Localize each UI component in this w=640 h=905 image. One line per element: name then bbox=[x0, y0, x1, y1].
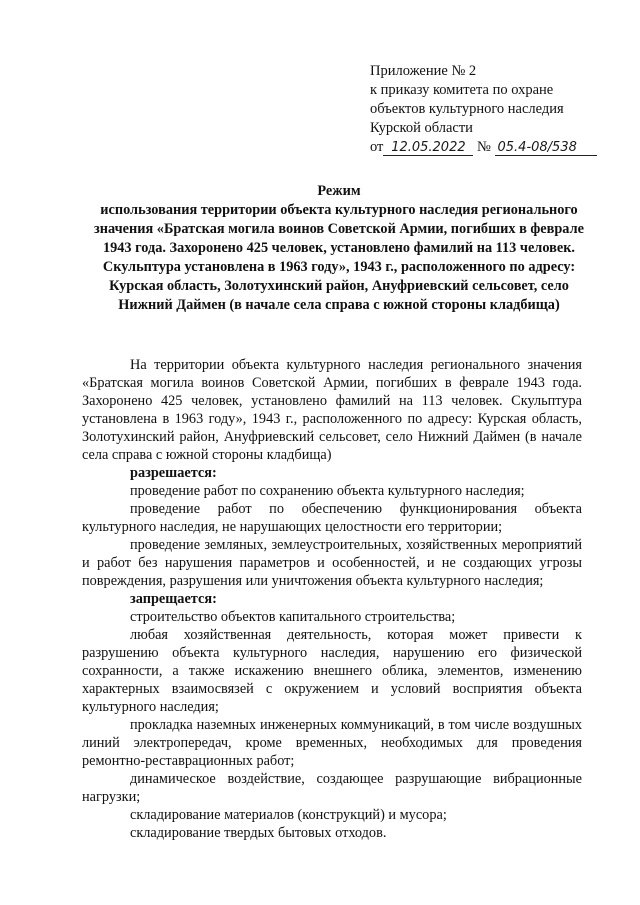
order-reference bbox=[370, 138, 630, 157]
order-date: 12.05.2022 bbox=[383, 140, 473, 156]
appendix-title: Приложение № 2 bbox=[370, 63, 477, 79]
forbidden-heading: запрещается: bbox=[130, 591, 217, 607]
document-body bbox=[82, 356, 582, 842]
title-heading: Режим bbox=[317, 183, 361, 199]
appendix-line: к приказу комитета по охране bbox=[370, 82, 554, 98]
forbidden-item: складирование твердых бытовых отходов. bbox=[130, 825, 387, 841]
appendix-line: объектов культурного наследия bbox=[370, 101, 564, 117]
order-number-label: № bbox=[477, 139, 491, 155]
allowed-item: проведение земляных, землеустроительных, хозяйственных мероприятий и работ без нарушения параметров и особенностей, и не создающих угрозы повреждения, разрушения или уничтожения объекта культурного наследия; bbox=[82, 537, 582, 589]
allowed-item: проведение работ по сохранению объекта культурного наследия; bbox=[130, 483, 525, 499]
forbidden-item: прокладка наземных инженерных коммуникаций, в том числе воздушных линий электропередач, кроме временных, необходимых для проведения ремонтно-реставрационных работ; bbox=[82, 717, 582, 769]
allowed-item: проведение работ по обеспечению функционирования объекта культурного наследия, не нарушающих целостности его территории; bbox=[82, 501, 582, 535]
allowed-heading: разрешается: bbox=[130, 465, 217, 481]
forbidden-item: динамическое воздействие, создающее разрушающие вибрационные нагрузки; bbox=[82, 771, 582, 805]
document-title bbox=[84, 182, 594, 315]
order-prefix: от bbox=[370, 139, 384, 155]
appendix-block bbox=[370, 62, 630, 157]
forbidden-item: строительство объектов капитального строительства; bbox=[130, 609, 456, 625]
forbidden-item: любая хозяйственная деятельность, которая может привести к разрушению объекта культурного наследия, нарушению его физической сохранности, а также искажению внешнего облика, элементов, изменению характерных взаимосвязей с окружением и условий восприятия объекта культурного наследия; bbox=[82, 627, 582, 715]
intro-paragraph: На территории объекта культурного наследия регионального значения «Братская могила воинов Советской Армии, погибших в феврале 1943 года. Захоронено 425 человек, установлено фамилий на 113 человек. Скульптура установлена в 1963 году», 1943 г., расположенного по адресу: Курская область, Золотухинский район, Ануфриевский сельсовет, село Нижний Даймен (в начале села справа с южной стороны кладбища) bbox=[82, 357, 582, 463]
title-text: использования территории объекта культурного наследия регионального значения «Братская могила воинов Советской Армии, погибших в феврале 1943 года. Захоронено 425 человек, установлено фамилий на 113 человек. Скульптура установлена в 1963 году», 1943 г., расположенного по адресу: Курская область, Золотухинский район, Ануфриевский сельсовет, село Нижний Даймен (в начале села справа с южной стороны кладбища) bbox=[94, 202, 584, 313]
appendix-line: Курской области bbox=[370, 120, 473, 136]
order-number: 05.4-08/538 bbox=[495, 140, 597, 156]
forbidden-item: складирование материалов (конструкций) и мусора; bbox=[130, 807, 447, 823]
